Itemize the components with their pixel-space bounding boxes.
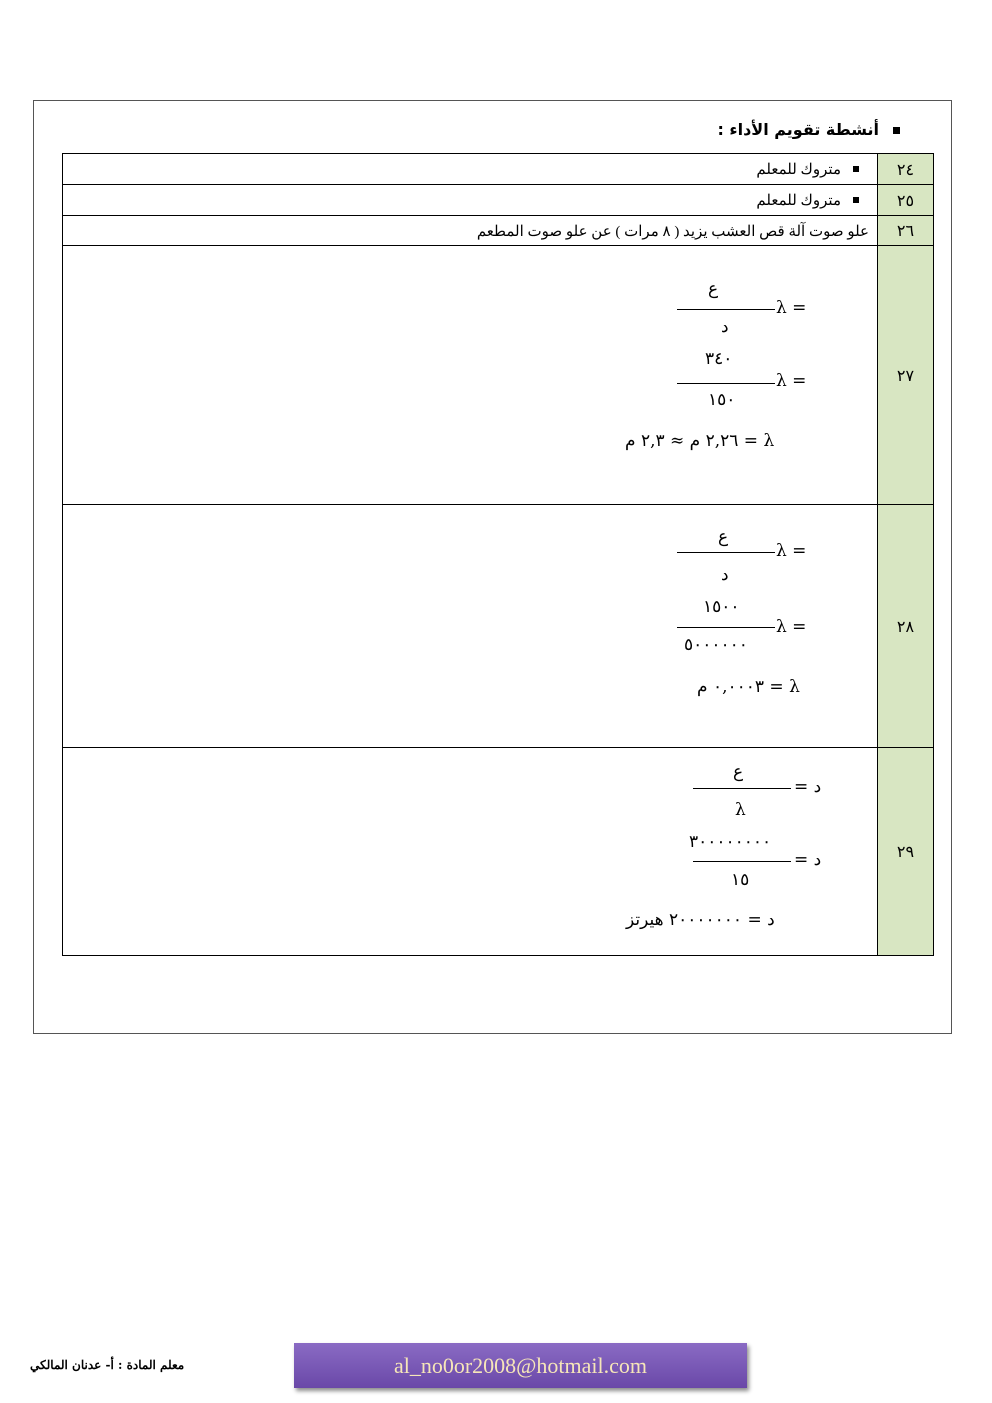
email-banner: al_no0or2008@hotmail.com: [294, 1343, 747, 1388]
denominator: د: [721, 565, 729, 585]
row-number: ٢٦: [877, 216, 933, 245]
numerator: ٣٤٠: [705, 349, 733, 369]
fraction-bar: [677, 552, 775, 553]
numerator: ع: [733, 762, 744, 782]
answers-table: [62, 153, 934, 956]
fraction-bar: [677, 627, 775, 628]
numerator: ١٥٠٠: [703, 597, 740, 617]
row-number: ٢٩: [877, 748, 933, 955]
fraction-bar: [677, 383, 775, 384]
equation-lhs: د =: [794, 850, 822, 870]
table-row: [63, 154, 933, 185]
denominator: د: [721, 317, 729, 337]
equation-lhs: د =: [794, 777, 822, 797]
row-number: ٢٤: [877, 154, 933, 184]
equation-lhs: λ =: [776, 371, 807, 391]
denominator: ١٥: [731, 870, 750, 890]
denominator: ١٥٠: [708, 390, 736, 410]
section-heading: أنشطة تقويم الأداء :: [717, 120, 900, 139]
numerator: ٣٠٠٠٠٠٠٠٠: [689, 832, 772, 852]
equation-lhs: λ =: [776, 617, 807, 637]
bullet-icon: [893, 127, 900, 134]
equation-result: λ = ٠,٠٠٠٣ م: [697, 677, 800, 697]
fraction-bar: [693, 788, 791, 789]
table-row: [63, 185, 933, 216]
equation-lhs: λ =: [776, 541, 807, 561]
table-row: [63, 748, 933, 955]
equation-result: λ = ٢,٢٦ م ≈ ٢,٣ م: [625, 431, 775, 451]
fraction-bar: [677, 309, 775, 310]
table-row: [63, 216, 933, 246]
row-number: ٢٥: [877, 185, 933, 215]
fraction-bar: [693, 861, 791, 862]
denominator: ٥٠٠٠٠٠٠: [684, 635, 748, 655]
row-text: متروك للمعلم: [756, 154, 867, 184]
denominator: λ: [735, 800, 746, 820]
table-row: [63, 246, 933, 505]
bullet-icon: [853, 197, 859, 203]
row-number: ٢٨: [877, 505, 933, 747]
equation-lhs: λ =: [776, 298, 807, 318]
bullet-icon: [853, 166, 859, 172]
numerator: ع: [718, 527, 729, 547]
equation-result: د = ٢٠٠٠٠٠٠٠ هيرتز: [626, 910, 775, 930]
row-text: متروك للمعلم: [756, 185, 867, 215]
table-row: [63, 505, 933, 748]
row-text: علو صوت آلة قص العشب يزيد ( ٨ مرات ) عن علو صوت المطعم: [476, 223, 869, 240]
numerator: ع: [708, 279, 719, 299]
row-number: ٢٧: [877, 246, 933, 504]
teacher-credit: معلم المادة : أ- عدنان المالكي: [30, 1358, 185, 1372]
